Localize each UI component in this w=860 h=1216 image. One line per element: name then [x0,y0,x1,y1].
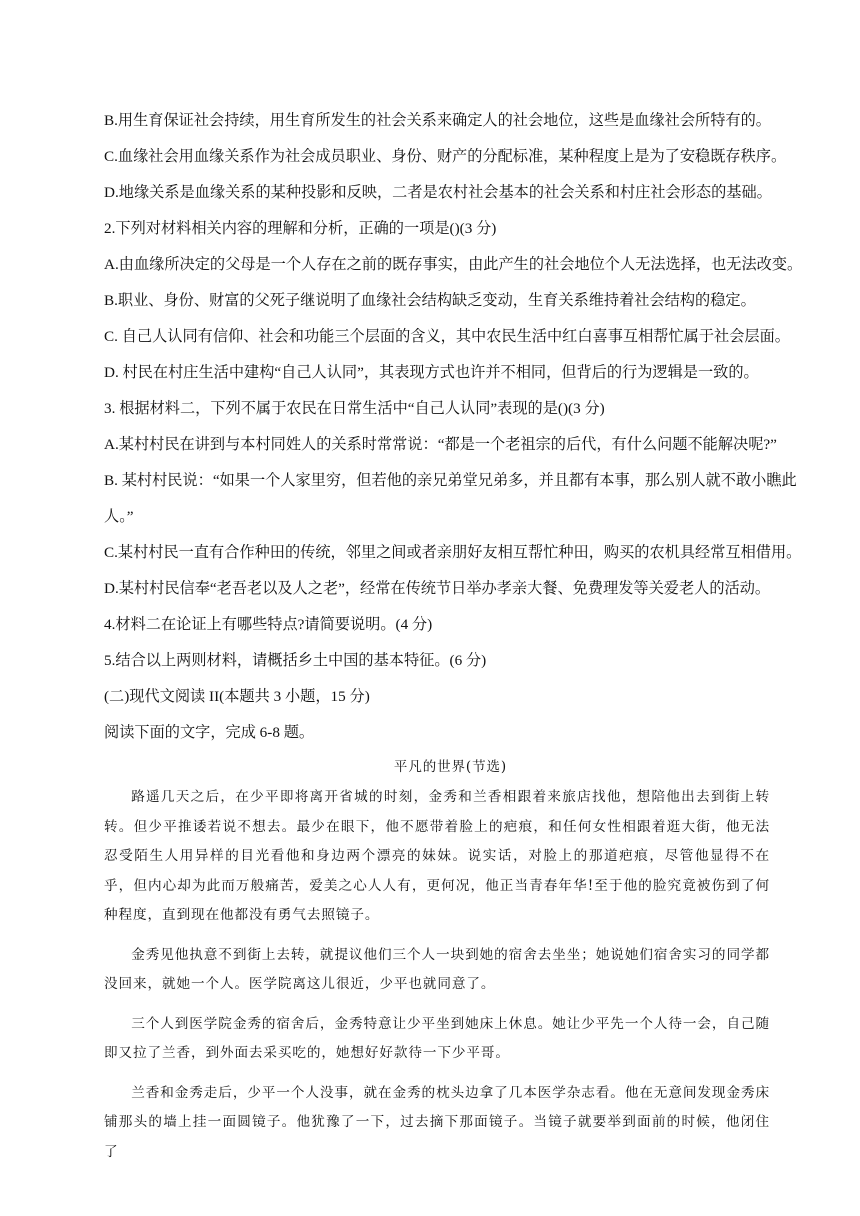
option-2d: D. 村民在村庄生活中建构“自己人认同”，其表现方式也许并不相同，但背后的行为逻辑是一致的。 [104,364,759,381]
article-paragraph: 路遥几天之后，在少平即将离开省城的时刻，金秀和兰香相跟着来旅店找他，想陪他出去到街上转转。但少平推诿若说不想去。最少在眼下，他不愿带着脸上的疤痕，和任何女性相跟着逛大街，他无法忍受陌生人用异样的目光看他和身边两个漂亮的妹妹。说实话，对脸上的那道疤痕，尽管他显得不在乎，但内心却为此而万般痛苦，爱美之心人人有，更何况，他正当青春年华!至于他的脸究竟被伤到了何种程度，直到现在他都没有勇气去照镜子。 [104,789,770,923]
question-5: 5.结合以上两则材料，请概括乡土中国的基本特征。(6 分) [104,652,487,669]
option-1c: C.血缘社会用血缘关系作为社会成员职业、身份、财产的分配标准，某种程度上是为了安稳既存秩序。 [104,148,787,165]
article-paragraph: 金秀见他执意不到街上去转，就提议他们三个人一块到她的宿舍去坐坐；她说她们宿舍实习的同学都没回来，就她一个人。医学院离这儿很近，少平也就同意了。 [104,946,770,992]
article-paragraph: 三个人到医学院金秀的宿舍后，金秀特意让少平坐到她床上休息。她让少平先一个人待一会，自己随即又拉了兰香，到外面去采买吃的，她想好好款待一下少平哥。 [104,1015,770,1061]
option-1b: B.用生育保证社会持续，用生育所发生的社会关系来确定人的社会地位，这些是血缘社会所特有的。 [104,112,771,129]
reading-instruction: 阅读下面的文字，完成 6-8 题。 [104,724,315,741]
option-3d: D.某村村民信奉“老吾老以及人之老”，经常在传统节日举办孝亲大餐、免费理发等关爱老人的活动。 [104,580,771,597]
question-block [104,103,803,751]
option-2b: B.职业、身份、财富的父死子继说明了血缘社会结构缺乏变动，生育关系维持着社会结构的稳定。 [104,292,756,309]
option-3c: C.某村村民一直有合作种田的传统，邻里之间或者亲朋好友相互帮忙种田，购买的农机具经常互相借用。 [104,544,802,561]
option-3a: A.某村村民在讲到与本村同姓人的关系时常常说：“都是一个老祖宗的后代，有什么问题不能解决呢?” [104,436,777,453]
document-page [104,103,803,1177]
section-heading: (二)现代文阅读 II(本题共 3 小题，15 分) [104,688,370,705]
question-3: 3. 根据材料二，下列不属于农民在日常生活中“自己人认同”表现的是()(3 分) [104,400,605,417]
article-paragraph: 兰香和金秀走后，少平一个人没事，就在金秀的枕头边拿了几本医学杂志看。他在无意间发现金秀床铺那头的墙上挂一面圆镜子。他犹豫了一下，过去摘下那面镜子。当镜子就要举到面前的时候，他闭住了 [104,1084,770,1160]
option-2c: C. 自己人认同有信仰、社会和功能三个层面的含义，其中农民生活中红白喜事互相帮忙属于社会层面。 [104,328,790,345]
article [104,755,770,1167]
option-3b-continued: 人。” [104,508,134,525]
question-2: 2.下列对材料相关内容的理解和分析，正确的一项是()(3 分) [104,220,497,237]
option-1d: D.地缘关系是血缘关系的某种投影和反映，二者是农村社会基本的社会关系和村庄社会形态的基础。 [104,184,772,201]
option-2a: A.由血缘所决定的父母是一个人存在之前的既存事实，由此产生的社会地位个人无法选择，也无法改变。 [104,256,803,273]
option-3b: B. 某村村民说：“如果一个人家里穷，但若他的亲兄弟堂兄弟多，并且都有本事，那么别人就不敢小瞧此 [104,472,797,489]
question-4: 4.材料二在论证上有哪些特点?请简要说明。(4 分) [104,616,433,633]
article-title: 平凡的世界(节选) [393,759,508,775]
